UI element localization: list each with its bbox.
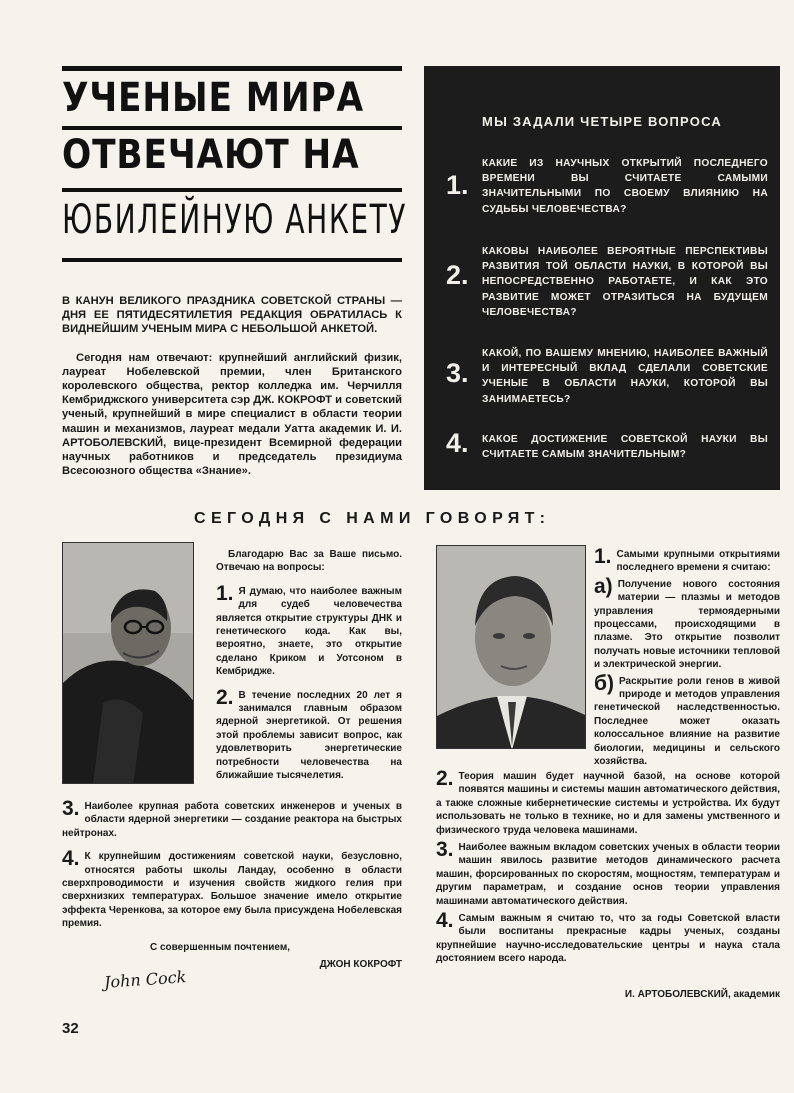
artobolevsky-answer-4 — [436, 909, 780, 966]
answer-number: 1. — [594, 545, 612, 568]
questions-title: МЫ ЗАДАЛИ ЧЕТЫРЕ ВОПРОСА — [482, 114, 722, 129]
cockcroft-answer-2 — [216, 685, 402, 783]
answer-number: 3. — [62, 797, 80, 820]
question-text: КАКОЕ ДОСТИЖЕНИЕ СОВЕТСКОЙ НАУКИ ВЫ СЧИТАЕТЕ САМЫМ ЗНАЧИТЕЛЬНЫМ? — [482, 434, 768, 461]
intro-lead: В КАНУН ВЕЛИКОГО ПРАЗДНИКА СОВЕТСКОЙ СТРАНЫ — ДНЯ ЕЕ ПЯТИДЕСЯТИЛЕТИЯ РЕДАКЦИЯ ОБРАТИЛАСЬ К ВИДНЕЙШИМ УЧЕНЫМ МИРА С НЕБОЛЬШОЙ АНКЕТОЙ. — [62, 295, 402, 336]
question-number: 1. — [446, 170, 469, 200]
answer-text: Раскрытие роли генов в живой природе и методов управления генетической наследственностью. Последнее может оказать колоссальное влияние на развитие биологии, медицины и сельского хозяйства. — [594, 675, 780, 768]
artobolevsky-signature: И. АРТОБОЛЕВСКИЙ, академик — [624, 988, 780, 1000]
question-4 — [446, 428, 768, 462]
cockcroft-answer-1 — [216, 581, 402, 679]
cockcroft-answer-3 — [62, 797, 402, 840]
headline-bottom-rule — [62, 258, 402, 262]
headline-rule-3 — [62, 188, 402, 192]
headline-line-2: ОТВЕЧАЮТ НА — [62, 132, 360, 178]
question-1 — [446, 156, 768, 217]
portrait-illustration — [437, 546, 586, 749]
answer-letter: б) — [594, 671, 614, 695]
artobolevsky-answer-1a — [594, 574, 780, 672]
answer-text: В течение последних 20 лет я занимался главным образом ядерной энергетикой. От решения этой проблемы зависит вопрос, как удовлетворить энергетические потребности человечества на ближайшие тысячелетия. — [216, 689, 402, 782]
question-number: 2. — [446, 260, 469, 290]
cockcroft-answer-4 — [62, 847, 402, 930]
question-text: КАКОВЫ НАИБОЛЕЕ ВЕРОЯТНЫЕ ПЕРСПЕКТИВЫ РАЗВИТИЯ ТОЙ ОБЛАСТИ НАУКИ, В КОТОРОЙ ВЫ НЕПОСРЕДСТВЕННО РАБОТАЕТЕ, И КАК ЭТО РАЗВИТИЕ МОЖЕТ ОТРАЗИТЬСЯ НА БУДУЩЕМ ЧЕЛОВЕЧЕСТВА? — [482, 246, 768, 318]
answer-text: Я думаю, что наиболее важным для судеб человечества является открытие структуры ДНК и генетического кода. Как вы, вероятно, знаете, это открытие сделано Криком и Уотсоном в Кембридже. — [216, 585, 402, 678]
answer-text: Самыми крупными открытиями последнего времени я считаю: — [616, 549, 780, 574]
answer-number: 2. — [216, 685, 234, 709]
artobolevsky-answer-1-intro — [594, 545, 780, 575]
answer-number: 4. — [62, 847, 80, 871]
headline-line-1: УЧЕНЫЕ МИРА — [62, 75, 365, 121]
headline-line-3: ЮБИЛЕЙНУЮ АНКЕТУ — [62, 197, 408, 243]
section-subhead: СЕГОДНЯ С НАМИ ГОВОРЯТ: — [194, 510, 551, 527]
artobolevsky-column-right — [594, 545, 780, 769]
questions-box — [424, 66, 780, 490]
artobolevsky-answer-1b — [594, 671, 780, 769]
intro-body: Сегодня нам отвечают: крупнейший английский физик, лауреат Нобелевской премии, член Британского королевского общества, ректор колледжа им. Черчилля Кембриджского университета сэр ДЖ. КОКРОФТ и советский ученый, крупнейший в мире специалист в области теории машин и механизмов, лауреат медали Уатта академик И. И. АРТОБОЛЕВСКИЙ, вице-президент Всемирной федерации научных работников и председатель президиума Всесоюзного общества «Знание». — [62, 351, 402, 478]
answer-text: Самым важным я считаю то, что за годы Советской власти были воспитаны прекрасные кадры ученых, созданы крупнейшие научно-исследовательские центры и наука стала достоянием всего народа. — [436, 913, 780, 965]
artobolevsky-column-full — [436, 767, 780, 1001]
cockcroft-greeting: Благодарю Вас за Ваше письмо. Отвечаю на вопросы: — [216, 549, 402, 574]
answer-text: Наиболее крупная работа советских инженеров и ученых в области ядерной энергетики — создание реактора на быстрых нейтронах. — [62, 801, 402, 839]
page-number: 32 — [62, 1020, 79, 1037]
artobolevsky-answer-3 — [436, 838, 780, 908]
cockcroft-column-full — [62, 797, 402, 971]
cockcroft-name: ДЖОН КОКРОФТ — [319, 959, 402, 971]
question-number: 3. — [446, 358, 469, 388]
answer-text: Получение нового состояния материи — плазмы и методов управления термоядерными процессами, происходящими в плазме. Это открытие позволит получать новые источники тепловой и электрической энергии. — [594, 578, 780, 671]
answer-number: 4. — [436, 909, 454, 933]
cockcroft-handwritten-signature: John Cock — [103, 967, 187, 992]
answer-text: К крупнейшим достижениям советской науки, безусловно, относятся работы школы Ландау, особенно в области сверхпроводимости и изучения свойств жидкого гелия при сверхнизких температурах. Большое значение имело открытие эффекта Черенкова, за которое ему была присуждена Нобелевская премия. — [62, 851, 402, 930]
intro-text — [62, 294, 402, 478]
cockcroft-column-right — [216, 548, 402, 783]
artobolevsky-photo — [436, 545, 586, 749]
question-text: КАКИЕ ИЗ НАУЧНЫХ ОТКРЫТИЙ ПОСЛЕДНЕГО ВРЕМЕНИ ВЫ СЧИТАЕТЕ САМЫМИ ЗНАЧИТЕЛЬНЫМИ ПО СВОЕМУ ВЛИЯНИЮ НА СУДЬБЫ ЧЕЛОВЕЧЕСТВА? — [482, 158, 768, 215]
headline-rule-2 — [62, 126, 402, 130]
question-number: 4. — [446, 428, 469, 458]
question-3 — [446, 346, 768, 407]
headline-top-rule — [62, 66, 402, 71]
answer-number: 3. — [436, 838, 454, 862]
answer-number: 1. — [216, 581, 234, 605]
answer-letter: а) — [594, 574, 613, 598]
answer-number: 2. — [436, 767, 454, 790]
portrait-illustration — [63, 543, 194, 784]
cockcroft-photo — [62, 542, 194, 784]
question-2 — [446, 244, 768, 320]
answer-text: Наиболее важным вкладом советских ученых в области теории машин явилось развитие методов динамического расчета машин, форсированных по скоростям, мощностям, температурам и другим параметрам, и создание основ теории управления машинами автоматического действия. — [436, 842, 780, 907]
question-text: КАКОЙ, ПО ВАШЕМУ МНЕНИЮ, НАИБОЛЕЕ ВАЖНЫЙ И ИНТЕРЕСНЫЙ ВКЛАД СДЕЛАЛИ СОВЕТСКИЕ УЧЕНЫЕ В ОБЛАСТИ НАУКИ, КОТОРОЙ ВЫ ЗАНИМАЕТЕСЬ? — [482, 348, 768, 405]
answer-text: Теория машин будет научной базой, на основе которой появятся машины и системы машин автоматического действия, а также сложные кибернетические системы и устройства. Их будут использовать не только в технике, но и для замены умственного и физического труда человека машинами. — [436, 771, 780, 836]
cockcroft-closing: С совершенным почтением, — [150, 941, 291, 953]
artobolevsky-answer-2 — [436, 767, 780, 837]
